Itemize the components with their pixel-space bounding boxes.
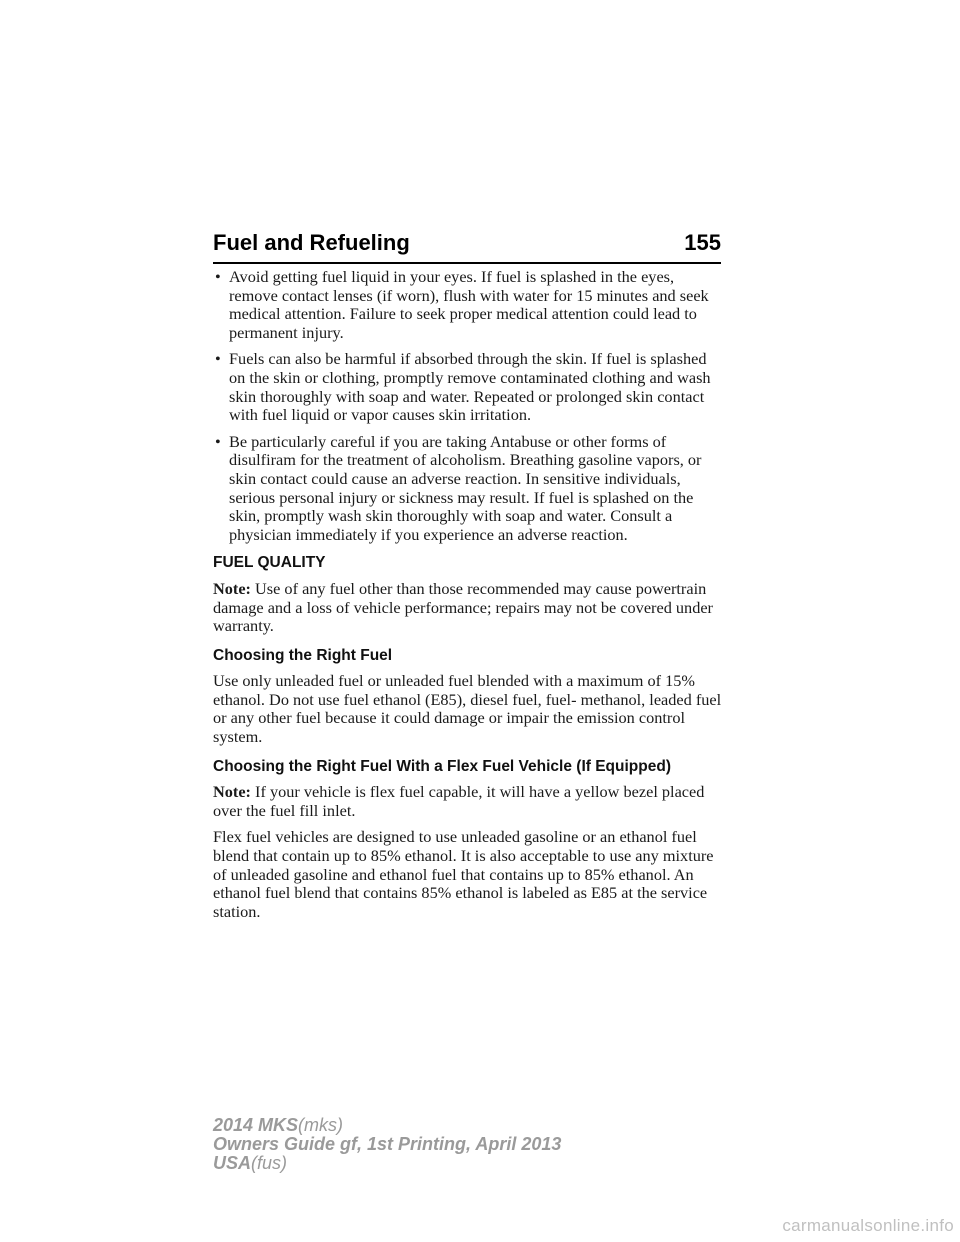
watermark: carmanualsonline.info xyxy=(782,1216,954,1235)
page-content xyxy=(213,268,723,929)
list-item xyxy=(213,350,723,424)
page-number: 155 xyxy=(684,230,721,255)
page-header xyxy=(213,228,721,264)
note-label: Note: xyxy=(213,578,251,598)
bullet-icon: • xyxy=(215,267,221,286)
list-item xyxy=(213,433,723,545)
fuel-quality-note xyxy=(213,580,723,636)
bullet-text: Be particularly careful if you are taking Antabuse or other forms of disulfiram for the treatment of alcoholism. Breathing gasoline vapors, or skin contact could cause an adverse reaction. In sensitive individuals, serious personal injury or sickness may result. If fuel is splashed on the skin, promptly wash skin thoroughly with soap and water. Consult a physician immediately if you experience an adverse reaction. xyxy=(229,431,702,544)
footer-line-region: USA(fus) xyxy=(213,1153,288,1173)
bullet-icon: • xyxy=(215,431,221,451)
footer-line-guide: Owners Guide gf, 1st Printing, April 2013 xyxy=(213,1134,562,1154)
flex-fuel-text: Flex fuel vehicles are designed to use unleaded gasoline or an ethanol fuel blend that contain up to 85% ethanol. It is also acceptable to use any mixture of unleaded gasoline and ethanol fuel that contains up to 85% ethanol. An ethanol fuel blend that contains 85% ethanol is labeled as E85 at the service station. xyxy=(213,827,714,921)
right-fuel-text: Use only unleaded fuel or unleaded fuel blended with a maximum of 15% ethanol. Do not use fuel ethanol (E85), diesel fuel, fuel- methanol, leaded fuel or any other fuel because it could damage or impair the emission control system. xyxy=(213,671,722,747)
note-text: If your vehicle is flex fuel capable, it will have a yellow bezel placed over the fuel fill inlet. xyxy=(213,782,705,820)
flex-fuel-note xyxy=(213,783,723,820)
list-item xyxy=(213,268,723,342)
page-footer xyxy=(213,1116,561,1173)
footer-line-model: 2014 MKS(mks) xyxy=(213,1115,344,1135)
right-fuel-heading: Choosing the Right Fuel xyxy=(213,646,393,664)
bullet-text: Avoid getting fuel liquid in your eyes. If fuel is splashed in the eyes, remove contact lenses (if worn), flush with water for 15 minutes and seek medical attention. Failure to seek proper medical attention could lead to permanent injury. xyxy=(229,267,709,342)
note-text: Use of any fuel other than those recommended may cause powertrain damage and a loss of vehicle performance; repairs may not be covered under warranty. xyxy=(213,578,713,636)
note-label: Note: xyxy=(213,782,251,802)
section-title: Fuel and Refueling xyxy=(213,230,410,255)
safety-bullet-list xyxy=(213,268,723,544)
bullet-icon: • xyxy=(215,349,221,369)
fuel-quality-heading: FUEL QUALITY xyxy=(213,554,326,572)
bullet-text: Fuels can also be harmful if absorbed through the skin. If fuel is splashed on the skin or clothing, promptly remove contaminated clothing and wash skin thoroughly with soap and water. Repeated or prolonged skin contact with fuel liquid or vapor causes skin irritation. xyxy=(229,349,711,425)
flex-fuel-heading: Choosing the Right Fuel With a Flex Fuel Vehicle (If Equipped) xyxy=(213,757,671,775)
